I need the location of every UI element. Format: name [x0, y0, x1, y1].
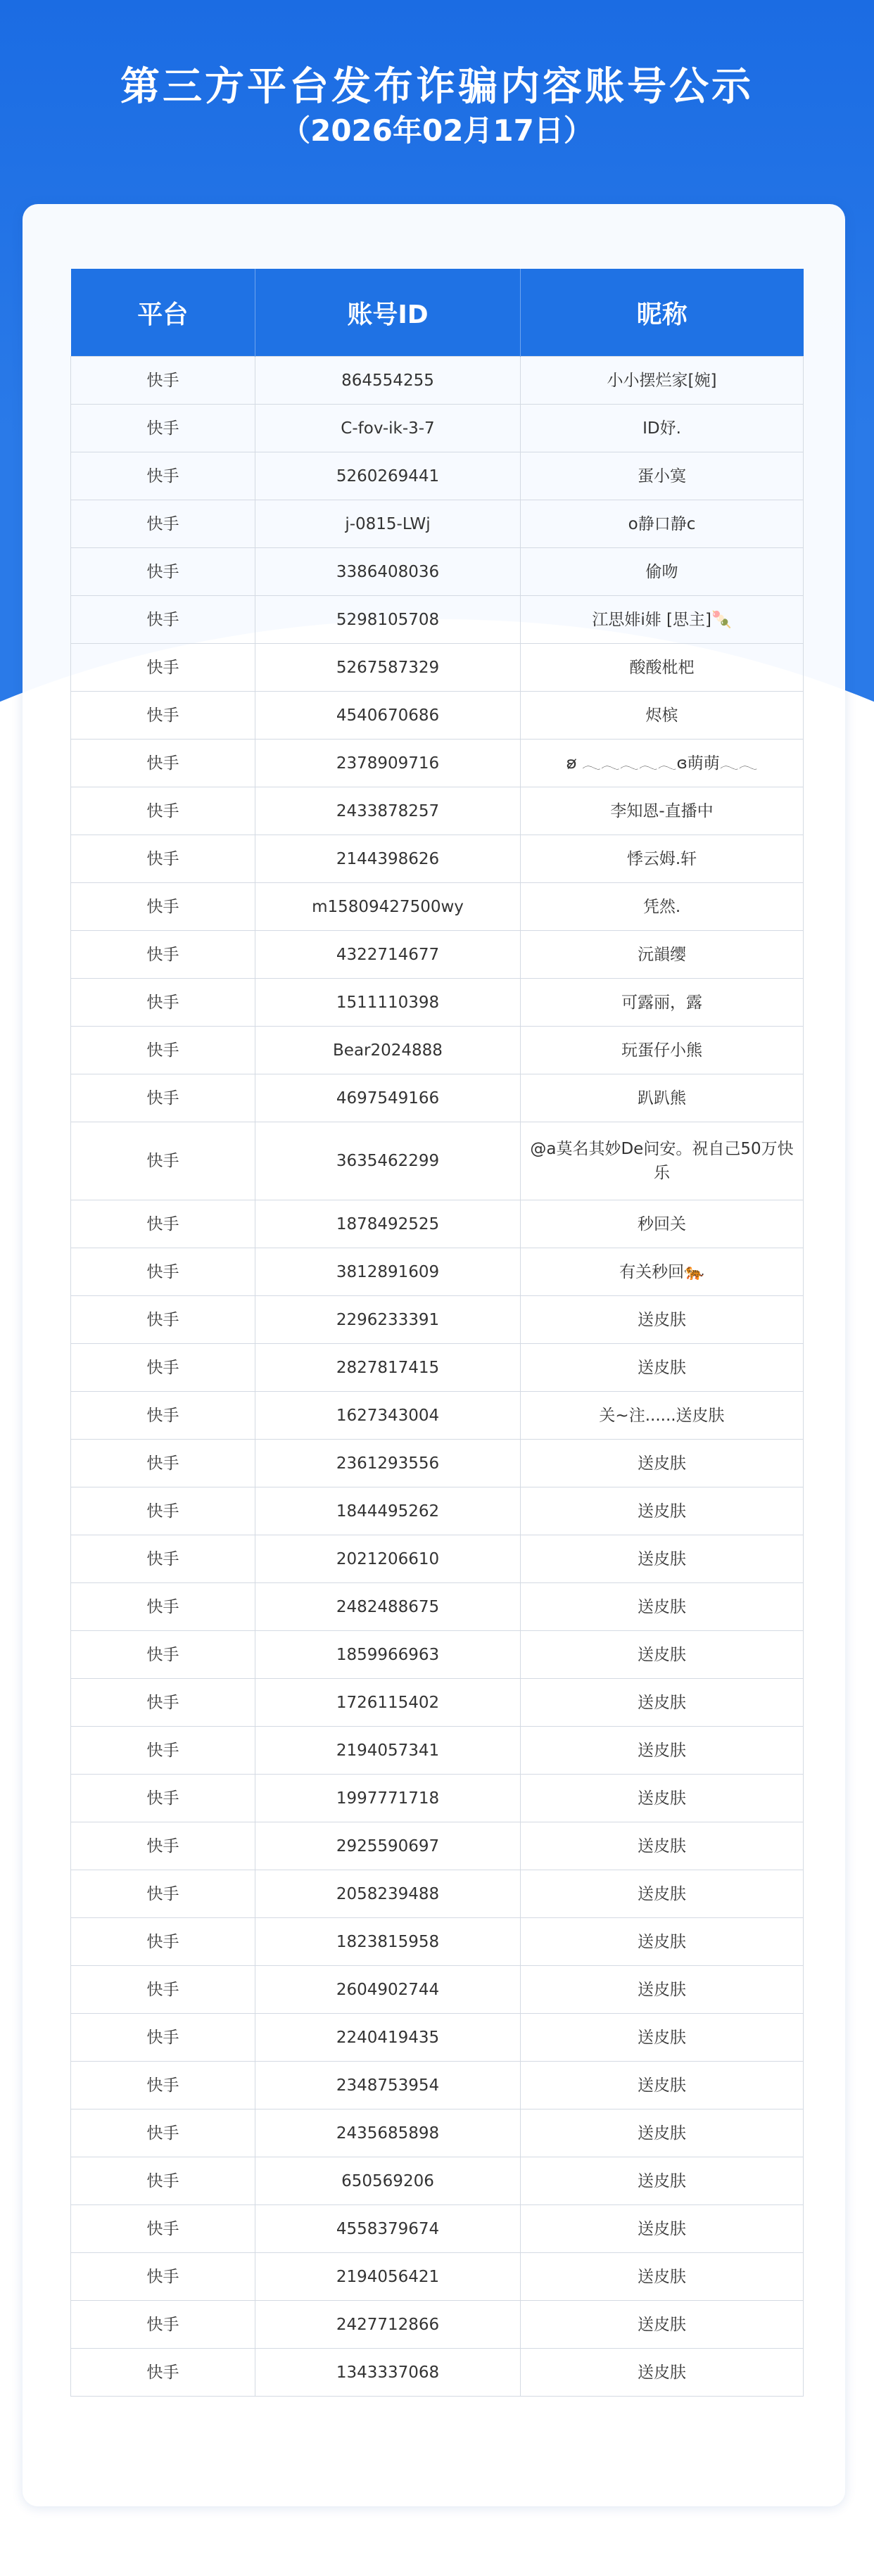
table-row [71, 1122, 804, 1200]
cell-platform: 快手 [71, 835, 255, 883]
cell-account-id: 4322714677 [255, 931, 521, 979]
table-row [71, 1679, 804, 1727]
cell-nickname: 送皮肤 [521, 2253, 804, 2301]
cell-account-id: 4558379674 [255, 2205, 521, 2253]
table-row [71, 500, 804, 548]
cell-account-id: 2604902744 [255, 1966, 521, 2014]
cell-account-id: 2194057341 [255, 1727, 521, 1775]
cell-account-id: 1878492525 [255, 1200, 521, 1248]
cell-nickname: 酸酸枇杷 [521, 644, 804, 692]
table-row [71, 2205, 804, 2253]
table-row [71, 2349, 804, 2397]
table-row [71, 405, 804, 452]
table-row [71, 1200, 804, 1248]
table-row [71, 740, 804, 787]
cell-platform: 快手 [71, 2109, 255, 2157]
cell-platform: 快手 [71, 2301, 255, 2349]
cell-nickname: 关~注......送皮肤 [521, 1392, 804, 1440]
table-row [71, 931, 804, 979]
table-row [71, 2301, 804, 2349]
table-row [71, 1631, 804, 1679]
cell-account-id: 1726115402 [255, 1679, 521, 1727]
cell-account-id: 2433878257 [255, 787, 521, 835]
table-row [71, 1296, 804, 1344]
cell-nickname: 送皮肤 [521, 2062, 804, 2109]
cell-account-id: 3812891609 [255, 1248, 521, 1296]
table-row [71, 1918, 804, 1966]
table-row [71, 1727, 804, 1775]
cell-account-id: 2361293556 [255, 1440, 521, 1487]
cell-platform: 快手 [71, 405, 255, 452]
cell-nickname: 送皮肤 [521, 1966, 804, 2014]
cell-nickname: 送皮肤 [521, 1870, 804, 1918]
cell-nickname: @a莫名其妙De问安。祝自己50万快乐 [521, 1122, 804, 1200]
cell-account-id: 5298105708 [255, 596, 521, 644]
cell-platform: 快手 [71, 2349, 255, 2397]
cell-platform: 快手 [71, 1440, 255, 1487]
cell-nickname: 送皮肤 [521, 1631, 804, 1679]
cell-nickname: 江思婔i婔 [思主]🍡 [521, 596, 804, 644]
cell-platform: 快手 [71, 1822, 255, 1870]
table-row [71, 1344, 804, 1392]
cell-nickname: 送皮肤 [521, 2205, 804, 2253]
table-header-row [71, 269, 804, 357]
cell-nickname: 送皮肤 [521, 1775, 804, 1822]
cell-platform: 快手 [71, 1122, 255, 1200]
cell-platform: 快手 [71, 452, 255, 500]
cell-account-id: 2021206610 [255, 1535, 521, 1583]
cell-account-id: 1859966963 [255, 1631, 521, 1679]
table-row [71, 1775, 804, 1822]
cell-account-id: 2296233391 [255, 1296, 521, 1344]
table-row [71, 835, 804, 883]
cell-account-id: 3635462299 [255, 1122, 521, 1200]
cell-nickname: 送皮肤 [521, 1679, 804, 1727]
cell-platform: 快手 [71, 1966, 255, 2014]
cell-nickname: 送皮肤 [521, 1583, 804, 1631]
cell-platform: 快手 [71, 1027, 255, 1074]
cell-nickname: 送皮肤 [521, 1535, 804, 1583]
cell-nickname: 送皮肤 [521, 2014, 804, 2062]
cell-nickname: 悸云姆.轩 [521, 835, 804, 883]
cell-nickname: 送皮肤 [521, 1822, 804, 1870]
table-row [71, 787, 804, 835]
table-row [71, 596, 804, 644]
cell-account-id: 2925590697 [255, 1822, 521, 1870]
cell-platform: 快手 [71, 1392, 255, 1440]
cell-platform: 快手 [71, 883, 255, 931]
cell-account-id: 1823815958 [255, 1918, 521, 1966]
table-row [71, 2109, 804, 2157]
cell-account-id: C-fov-ik-3-7 [255, 405, 521, 452]
cell-platform: 快手 [71, 2205, 255, 2253]
cell-account-id: 1627343004 [255, 1392, 521, 1440]
cell-account-id: 2348753954 [255, 2062, 521, 2109]
cell-account-id: 5260269441 [255, 452, 521, 500]
cell-platform: 快手 [71, 1870, 255, 1918]
table-row [71, 2062, 804, 2109]
page-title: 第三方平台发布诈骗内容账号公示 [120, 64, 754, 110]
cell-account-id: 2427712866 [255, 2301, 521, 2349]
cell-platform: 快手 [71, 1775, 255, 1822]
table-row [71, 2014, 804, 2062]
cell-nickname: 趴趴熊 [521, 1074, 804, 1122]
cell-nickname: ʚ̷ 𓂃𓂃𓂃𓂃𓂃ɞ萌萌𓂃𓂃 [521, 740, 804, 787]
table-row [71, 1248, 804, 1296]
cell-platform: 快手 [71, 740, 255, 787]
cell-nickname: 送皮肤 [521, 1918, 804, 1966]
cell-account-id: 3386408036 [255, 548, 521, 596]
cell-platform: 快手 [71, 787, 255, 835]
page-date: （2026年02月17日） [281, 113, 593, 148]
cell-account-id: 2240419435 [255, 2014, 521, 2062]
cell-nickname: 李知恩-直播中 [521, 787, 804, 835]
cell-account-id: 2194056421 [255, 2253, 521, 2301]
cell-account-id: 1997771718 [255, 1775, 521, 1822]
table-row [71, 1870, 804, 1918]
cell-nickname: 可露丽，露 [521, 979, 804, 1027]
cell-nickname: ID妤. [521, 405, 804, 452]
cell-nickname: 凭然. [521, 883, 804, 931]
table-row [71, 1074, 804, 1122]
cell-account-id: 1343337068 [255, 2349, 521, 2397]
cell-nickname: 烬槟 [521, 692, 804, 740]
cell-platform: 快手 [71, 692, 255, 740]
cell-nickname: 秒回关 [521, 1200, 804, 1248]
table-row [71, 548, 804, 596]
cell-account-id: 5267587329 [255, 644, 521, 692]
cell-nickname: 送皮肤 [521, 2301, 804, 2349]
cell-account-id: 2482488675 [255, 1583, 521, 1631]
cell-account-id: Bear2024888 [255, 1027, 521, 1074]
table-row [71, 1440, 804, 1487]
cell-account-id: 4697549166 [255, 1074, 521, 1122]
cell-nickname: 送皮肤 [521, 1487, 804, 1535]
cell-nickname: 小小摆烂家[婉] [521, 357, 804, 405]
cell-account-id: 1511110398 [255, 979, 521, 1027]
cell-account-id: 864554255 [255, 357, 521, 405]
table-row [71, 1487, 804, 1535]
cell-account-id: m15809427500wy [255, 883, 521, 931]
cell-nickname: 沅韻缨 [521, 931, 804, 979]
cell-platform: 快手 [71, 644, 255, 692]
cell-platform: 快手 [71, 1487, 255, 1535]
cell-nickname: 送皮肤 [521, 1296, 804, 1344]
table-row [71, 2253, 804, 2301]
cell-platform: 快手 [71, 2062, 255, 2109]
table-row [71, 452, 804, 500]
cell-nickname: 送皮肤 [521, 2157, 804, 2205]
column-header-account-id: 账号ID [255, 269, 521, 357]
cell-platform: 快手 [71, 1296, 255, 1344]
cell-nickname: 送皮肤 [521, 1727, 804, 1775]
table-row [71, 1822, 804, 1870]
cell-platform: 快手 [71, 1918, 255, 1966]
cell-account-id: 1844495262 [255, 1487, 521, 1535]
cell-account-id: 2058239488 [255, 1870, 521, 1918]
table-row [71, 1966, 804, 2014]
cell-platform: 快手 [71, 2157, 255, 2205]
cell-platform: 快手 [71, 2253, 255, 2301]
cell-account-id: j-0815-LWj [255, 500, 521, 548]
accounts-table [70, 269, 804, 2397]
cell-nickname: o静口静c [521, 500, 804, 548]
cell-platform: 快手 [71, 2014, 255, 2062]
column-header-nickname: 昵称 [521, 269, 804, 357]
table-row [71, 1392, 804, 1440]
cell-platform: 快手 [71, 1248, 255, 1296]
cell-account-id: 2378909716 [255, 740, 521, 787]
cell-platform: 快手 [71, 596, 255, 644]
cell-platform: 快手 [71, 357, 255, 405]
cell-nickname: 偷吻 [521, 548, 804, 596]
cell-platform: 快手 [71, 548, 255, 596]
cell-platform: 快手 [71, 1344, 255, 1392]
cell-platform: 快手 [71, 1727, 255, 1775]
table-row [71, 692, 804, 740]
cell-nickname: 送皮肤 [521, 1344, 804, 1392]
table-row [71, 2157, 804, 2205]
cell-nickname: 有关秒回🐅 [521, 1248, 804, 1296]
cell-platform: 快手 [71, 1679, 255, 1727]
cell-account-id: 650569206 [255, 2157, 521, 2205]
cell-account-id: 4540670686 [255, 692, 521, 740]
table-row [71, 1027, 804, 1074]
table-row [71, 883, 804, 931]
table-row [71, 979, 804, 1027]
cell-nickname: 玩蛋仔小熊 [521, 1027, 804, 1074]
cell-platform: 快手 [71, 500, 255, 548]
table-row [71, 1583, 804, 1631]
table-row [71, 357, 804, 405]
cell-account-id: 2827817415 [255, 1344, 521, 1392]
cell-platform: 快手 [71, 1074, 255, 1122]
cell-platform: 快手 [71, 979, 255, 1027]
cell-nickname: 送皮肤 [521, 2109, 804, 2157]
cell-nickname: 送皮肤 [521, 1440, 804, 1487]
cell-platform: 快手 [71, 1631, 255, 1679]
cell-platform: 快手 [71, 1200, 255, 1248]
column-header-platform: 平台 [71, 269, 255, 357]
cell-platform: 快手 [71, 1535, 255, 1583]
table-row [71, 644, 804, 692]
cell-platform: 快手 [71, 1583, 255, 1631]
table-row [71, 1535, 804, 1583]
table-body [71, 357, 804, 2397]
cell-platform: 快手 [71, 931, 255, 979]
cell-account-id: 2435685898 [255, 2109, 521, 2157]
cell-nickname: 送皮肤 [521, 2349, 804, 2397]
cell-account-id: 2144398626 [255, 835, 521, 883]
cell-nickname: 蛋小寞 [521, 452, 804, 500]
